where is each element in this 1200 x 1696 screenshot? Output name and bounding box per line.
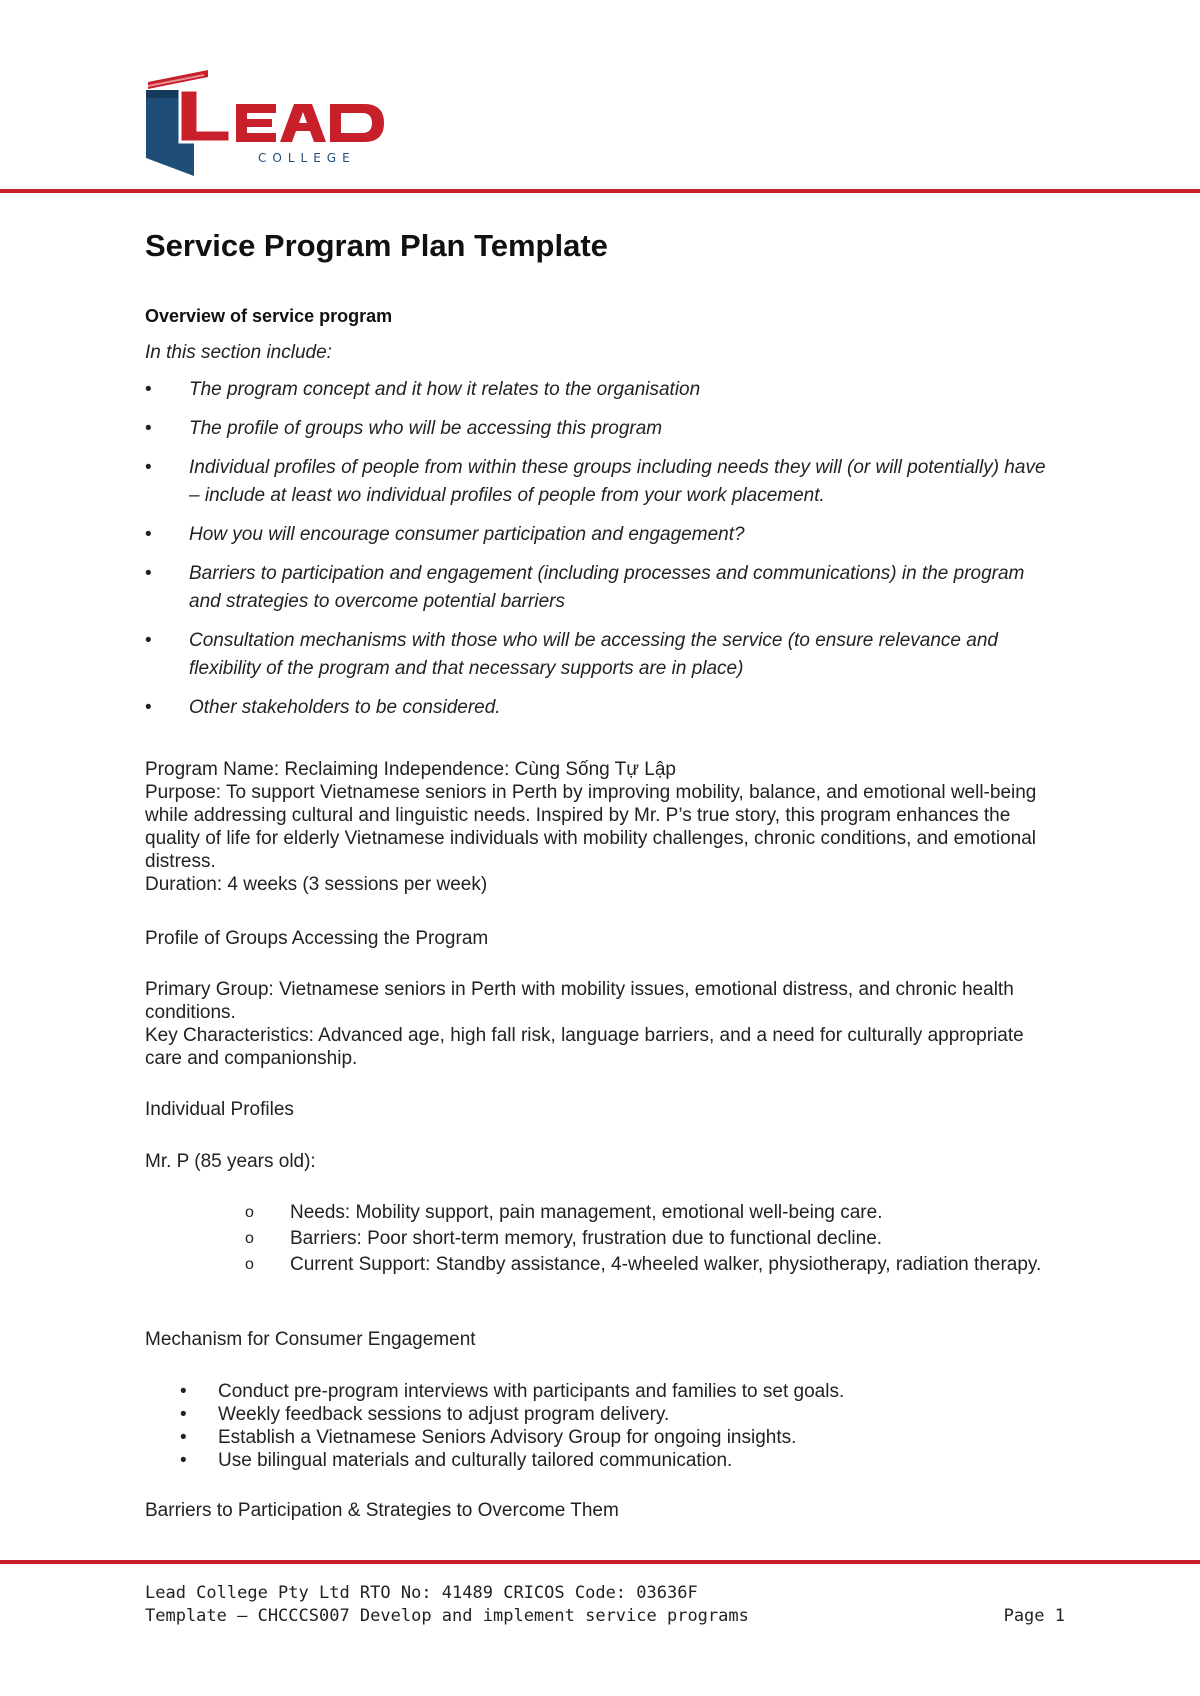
footer-rule bbox=[0, 1560, 1200, 1564]
list-item-text: Other stakeholders to be considered. bbox=[189, 697, 501, 718]
engagement-list bbox=[180, 1380, 1060, 1472]
list-item-text: How you will encourage consumer participation and engagement? bbox=[189, 524, 745, 545]
engagement-heading: Mechanism for Consumer Engagement bbox=[145, 1329, 476, 1350]
overview-heading: Overview of service program bbox=[145, 306, 393, 326]
primary-group: Primary Group: Vietnamese seniors in Perth with mobility issues, emotional distress, and chronic health conditions. bbox=[145, 979, 1014, 1023]
overview-intro: In this section include: bbox=[145, 342, 332, 363]
overview-guidance-list bbox=[145, 376, 1060, 733]
list-item-text: Barriers to participation and engagement (including processes and communications) in the program and strategies to overcome potential barriers bbox=[189, 563, 1025, 612]
list-item bbox=[145, 521, 1060, 549]
circle-bullet-icon: o bbox=[245, 1204, 254, 1221]
list-item-text: Weekly feedback sessions to adjust program delivery. bbox=[218, 1404, 670, 1425]
header-rule bbox=[0, 189, 1200, 193]
list-item bbox=[145, 560, 1060, 616]
circle-bullet-icon: o bbox=[245, 1230, 254, 1247]
individual-profiles-heading: Individual Profiles bbox=[145, 1099, 294, 1120]
list-item bbox=[145, 627, 1060, 683]
circle-bullet-icon: o bbox=[245, 1256, 254, 1273]
individual-profile-list bbox=[245, 1200, 1065, 1278]
list-item bbox=[245, 1226, 1065, 1251]
list-item-text: The profile of groups who will be accessing this program bbox=[189, 418, 663, 439]
list-item-text: Use bilingual materials and culturally tailored communication. bbox=[218, 1450, 733, 1471]
barriers-heading: Barriers to Participation & Strategies to Overcome Them bbox=[145, 1500, 619, 1521]
page-number: Page 1 bbox=[1003, 1606, 1065, 1626]
lead-college-logo bbox=[144, 68, 396, 176]
profile-heading: Profile of Groups Accessing the Program bbox=[145, 928, 489, 949]
footer-rto: Lead College Pty Ltd RTO No: 41489 CRICOS Code: 03636F bbox=[145, 1583, 698, 1603]
bullet-icon: • bbox=[145, 697, 152, 718]
bullet-icon: • bbox=[180, 1381, 187, 1402]
list-item-text: Current Support: Standby assistance, 4-wheeled walker, physiotherapy, radiation therapy. bbox=[290, 1254, 1042, 1275]
program-purpose: Purpose: To support Vietnamese seniors in Perth by improving mobility, balance, and emotional well-being while addressing cultural and linguistic needs. Inspired by Mr. P’s true story, this program enhances the quality of life for elderly Vietnamese individuals with mobility challenges, chronic conditions, and emotional distress. bbox=[145, 782, 1037, 872]
list-item-text: Needs: Mobility support, pain management, emotional well-being care. bbox=[290, 1202, 883, 1223]
bullet-icon: • bbox=[145, 418, 152, 439]
key-characteristics: Key Characteristics: Advanced age, high fall risk, language barriers, and a need for culturally appropriate care and companionship. bbox=[145, 1025, 1024, 1069]
program-name: Program Name: Reclaiming Independence: Cùng Sống Tự Lập bbox=[145, 759, 676, 780]
list-item bbox=[145, 415, 1060, 443]
bullet-icon: • bbox=[145, 379, 152, 400]
list-item-text: Consultation mechanisms with those who will be accessing the service (to ensure relevance and flexibility of the program and that necessary supports are in place) bbox=[189, 630, 998, 679]
bullet-icon: • bbox=[180, 1404, 187, 1425]
page-title: Service Program Plan Template bbox=[145, 228, 608, 263]
list-item-text: Individual profiles of people from within these groups including needs they will (or will potentially) have – include at least wo individual profiles of people from your work placement. bbox=[189, 457, 1046, 506]
list-item bbox=[245, 1200, 1065, 1225]
bullet-icon: • bbox=[145, 524, 152, 545]
logo-subtitle: COLLEGE bbox=[258, 151, 356, 165]
individual-person: Mr. P (85 years old): bbox=[145, 1151, 316, 1172]
bullet-icon: • bbox=[145, 630, 152, 651]
list-item-text: Barriers: Poor short-term memory, frustration due to functional decline. bbox=[290, 1228, 883, 1249]
list-item bbox=[180, 1449, 1060, 1472]
profile-details bbox=[145, 978, 1065, 1070]
list-item bbox=[180, 1403, 1060, 1426]
program-details bbox=[145, 758, 1065, 896]
list-item-text: The program concept and it how it relates to the organisation bbox=[189, 379, 701, 400]
list-item-text: Conduct pre-program interviews with participants and families to set goals. bbox=[218, 1381, 845, 1402]
bullet-icon: • bbox=[145, 457, 152, 478]
list-item bbox=[145, 694, 1060, 722]
list-item bbox=[180, 1426, 1060, 1449]
bullet-icon: • bbox=[180, 1450, 187, 1471]
footer-template bbox=[145, 1606, 1065, 1626]
program-duration: Duration: 4 weeks (3 sessions per week) bbox=[145, 874, 488, 895]
bullet-icon: • bbox=[145, 563, 152, 584]
list-item-text: Establish a Vietnamese Seniors Advisory Group for ongoing insights. bbox=[218, 1427, 797, 1448]
list-item bbox=[180, 1380, 1060, 1403]
list-item bbox=[145, 454, 1060, 510]
bullet-icon: • bbox=[180, 1427, 187, 1448]
list-item bbox=[145, 376, 1060, 404]
list-item bbox=[245, 1252, 1065, 1277]
footer-template-text: Template – CHCCCS007 Develop and implement service programs bbox=[145, 1606, 749, 1626]
